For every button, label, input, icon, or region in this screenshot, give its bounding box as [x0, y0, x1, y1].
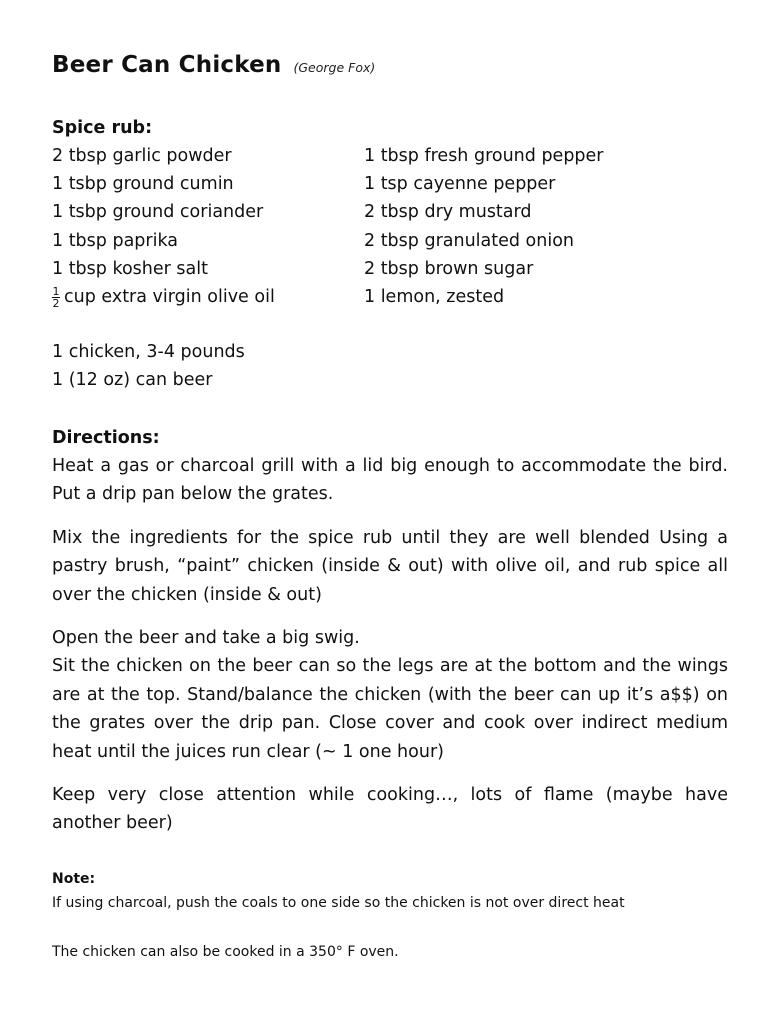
spice-rub-section	[52, 114, 742, 311]
direction-step: Keep very close attention while cooking…, lots of flame (maybe have another beer)	[52, 785, 728, 834]
direction-step: Sit the chicken on the beer can so the legs are at the bottom and the wings are at the top. Stand/balance the chicken (with the beer can up it’s a$$) on the grates over the drip pan. Close cover and cook over indirect medium heat until the juices run clear (~ 1 one hour)	[52, 656, 728, 762]
directions-heading: Directions:	[52, 428, 160, 448]
ingredient-item-chicken: 1 chicken, 3-4 pounds	[52, 342, 245, 362]
note-section	[52, 867, 742, 915]
direction-step: Open the beer and take a big swig.	[52, 628, 360, 649]
ingredient-item: 2 tbsp garlic powder	[52, 146, 232, 166]
main-ingredients	[52, 338, 245, 394]
title-row	[52, 52, 375, 78]
ingredient-item: 2 tbsp brown sugar	[364, 258, 534, 279]
olive-oil-text: cup extra virgin olive oil	[64, 287, 275, 308]
ingredient-item-beer: 1 (12 oz) can beer	[52, 370, 213, 391]
recipe-author: (George Fox)	[293, 60, 376, 75]
ingredient-item: 1 lemon, zested	[364, 287, 505, 308]
spice-rub-heading: Spice rub:	[52, 118, 153, 138]
ingredient-item: 1 tsbp ground cumin	[52, 174, 234, 195]
direction-step: Mix the ingredients for the spice rub until they are well blended Using a pastry brush, “paint” chicken (inside & out) with olive oil, and rub spice all over the chicken (inside & out)	[52, 527, 728, 605]
ingredient-item: 1 tbsp paprika	[52, 230, 179, 251]
directions-section	[52, 424, 728, 853]
ingredient-item: 2 tbsp dry mustard	[364, 202, 532, 223]
spice-rub-right-column	[364, 142, 742, 311]
ingredient-item: 2 tbsp granulated onion	[364, 230, 575, 251]
note-heading: Note:	[52, 871, 96, 887]
ingredient-item: 1 tbsp kosher salt	[52, 258, 208, 279]
ingredient-item-olive-oil	[52, 283, 364, 311]
note-oven: The chicken can also be cooked in a 350° F oven.	[52, 944, 399, 960]
fraction-denominator: 2	[52, 296, 60, 310]
direction-step: Heat a gas or charcoal grill with a lid big enough to accommodate the bird. Put a drip pan below the grates.	[52, 456, 728, 505]
ingredient-item: 1 tsbp ground coriander	[52, 202, 264, 223]
fraction-numerator: 1	[52, 284, 60, 298]
note-charcoal: If using charcoal, push the coals to one side so the chicken is not over direct heat	[52, 895, 625, 911]
half-fraction	[52, 286, 60, 309]
ingredient-item: 1 tbsp fresh ground pepper	[364, 146, 604, 166]
ingredient-item: 1 tsp cayenne pepper	[364, 174, 556, 195]
recipe-title: Beer Can Chicken	[52, 52, 282, 78]
spice-rub-columns	[52, 142, 742, 311]
spice-rub-left-column	[52, 142, 364, 311]
